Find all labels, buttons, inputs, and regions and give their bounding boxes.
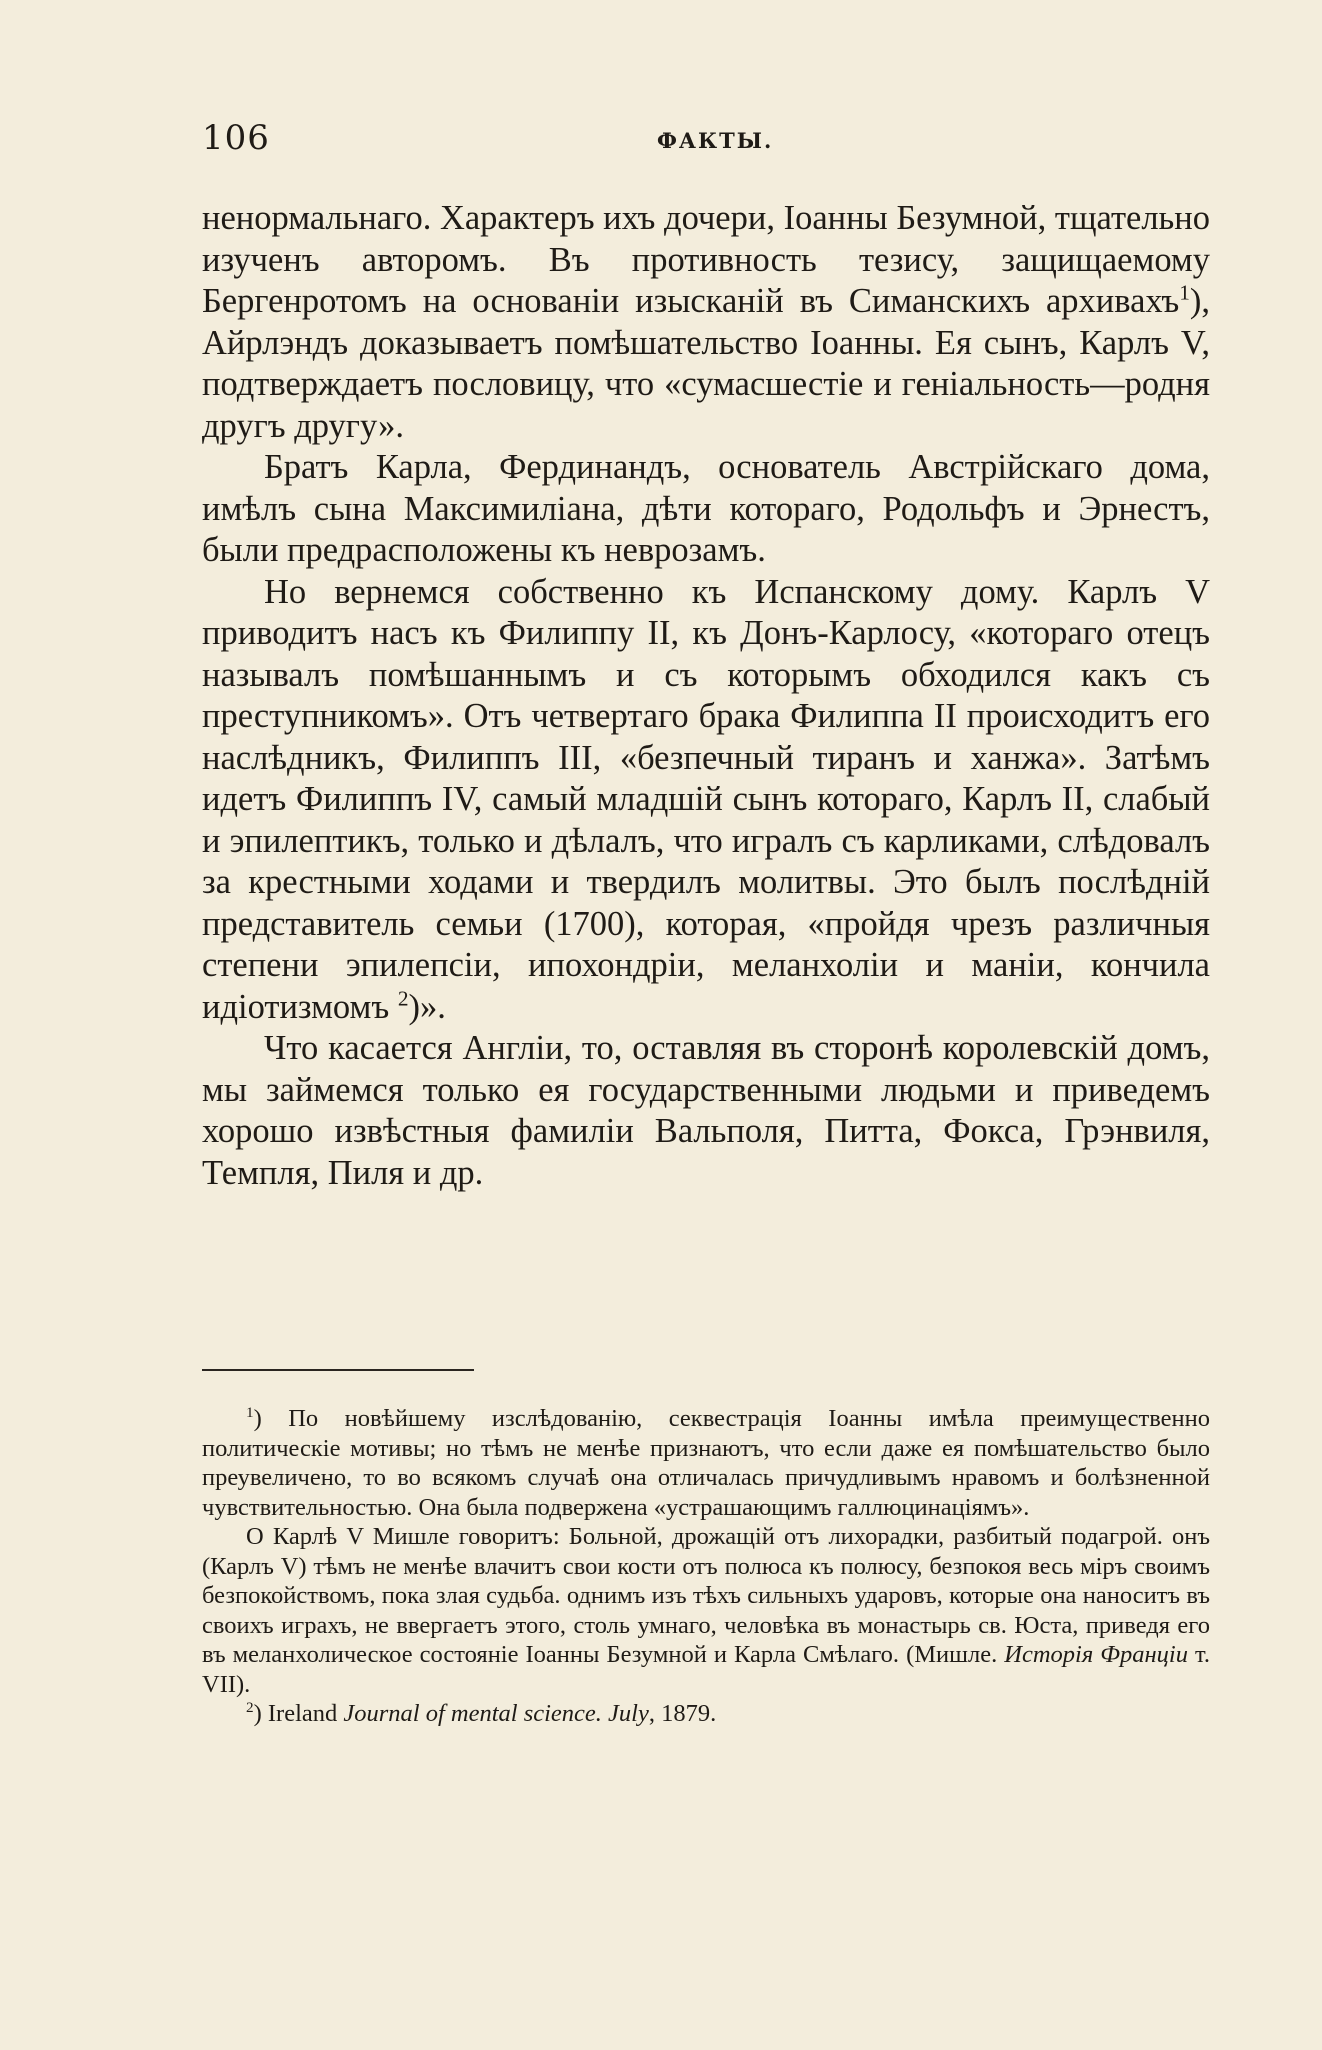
footnote-2 (202, 1699, 1210, 1729)
paragraph-1-text: ненормальнаго. Характеръ ихъ дочери, Іоанны Безумной, тщательно изученъ авторомъ. Въ противность тезису, защищаемому Бергенротомъ на основаніи изысканій въ Симанскихъ архивахъ (202, 199, 1210, 320)
footnote-1-mark: 1 (246, 1403, 254, 1421)
footnote-2-journal: Journal of mental science. July (343, 1700, 649, 1727)
footnotes (202, 1404, 1210, 1729)
paragraph-1 (202, 198, 1210, 447)
footnote-1-paragraph-2 (202, 1522, 1210, 1699)
footnote-1 (202, 1404, 1210, 1522)
footnote-1-michelet-text: О Карлѣ V Мишле говоритъ: Больной, дрожащій отъ лихорадки, разбитый подагрой. онъ (Карлъ V) тѣмъ не менѣе влачитъ свои кости отъ полюса къ полюсу, безпокоя весь міръ своимъ безпокойствомъ, пока злая судьба. однимъ изъ тѣхъ сильныхъ ударовъ, которые она наноситъ въ своихъ играхъ, не ввергаетъ этого, столь умнаго, человѣка въ монастырь св. Юста, приведя его въ меланхолическое состояніе Іоанны Безумной и Карла Смѣлаго. (Мишле. (202, 1523, 1210, 1668)
main-text (202, 198, 1210, 1194)
paragraph-2: Братъ Карла, Фердинандъ, основатель Австрійскаго дома, имѣлъ сына Максимиліана, дѣти котораго, Родольфъ и Эрнестъ, были предрасположены къ неврозамъ. (202, 448, 1210, 569)
footnote-ref-2: 2 (397, 986, 409, 1010)
footnote-1-text: ) По новѣйшему изслѣдованію, секвестрація Іоанны имѣла преимущественно политическіе мотивы; но тѣмъ не менѣе признаютъ, что если даже ея помѣшательство было преувеличено, то во всякомъ случаѣ она отличалась причудливымъ нравомъ и болѣзненной чувствительностью. Она была подвержена «устрашающимъ галлюцинаціямъ». (202, 1405, 1210, 1521)
page-header (202, 118, 1202, 158)
footnote-2-mark: 2 (246, 1698, 254, 1716)
paragraph-3-text: Но вернемся собственно къ Испанскому дому. Карлъ V приводитъ насъ къ Филиппу II, къ Донъ-Карлосу, «котораго отецъ называлъ помѣшаннымъ и съ которымъ обходился какъ съ преступникомъ». Отъ четвертаго брака Филиппа II происходитъ его наслѣдникъ, Филиппъ III, «безпечный тиранъ и ханжа». Затѣмъ идетъ Филиппъ IV, самый младшій сынъ котораго, Карлъ II, слабый и эпилептикъ, только и дѣлалъ, что игралъ съ карликами, слѣдовалъ за крестными ходами и твердилъ молитвы. Это былъ послѣдній представитель семьи (1700), которая, «пройдя чрезъ различныя степени эпилепсіи, ипохондріи, меланхоліи и маніи, кончила идіотизмомъ (202, 572, 1210, 1026)
paragraph-3-continuation: )». (408, 987, 446, 1026)
footnote-rule (202, 1369, 474, 1371)
page-number: 106 (202, 118, 270, 158)
paragraph-1-continuation: ), Айрлэндъ доказываетъ помѣшательство Іоанны. Ея сынъ, Карлъ V, подтверждаетъ пословицу, что «сумасшестіе и геніальность—родня другъ другу». (202, 282, 1210, 445)
paragraph-3 (202, 572, 1210, 1029)
footnote-1-volume: т. VII). (202, 1641, 1211, 1698)
footnote-2-author: ) Ireland (253, 1700, 338, 1727)
paragraph-4: Что касается Англіи, то, оставляя въ сторонѣ королевскій домъ, мы займемся только ея государственными людьми и приведемъ хорошо извѣстныя фамиліи Вальполя, Питта, Фокса, Грэнвиля, Темпля, Пиля и др. (202, 1029, 1210, 1192)
footnote-2-year: , 1879. (648, 1700, 717, 1727)
running-title: ФАКТЫ. (657, 128, 774, 153)
footnote-ref-1: 1 (1179, 280, 1190, 305)
footnote-1-book-title: Исторія Франціи (1004, 1641, 1188, 1668)
